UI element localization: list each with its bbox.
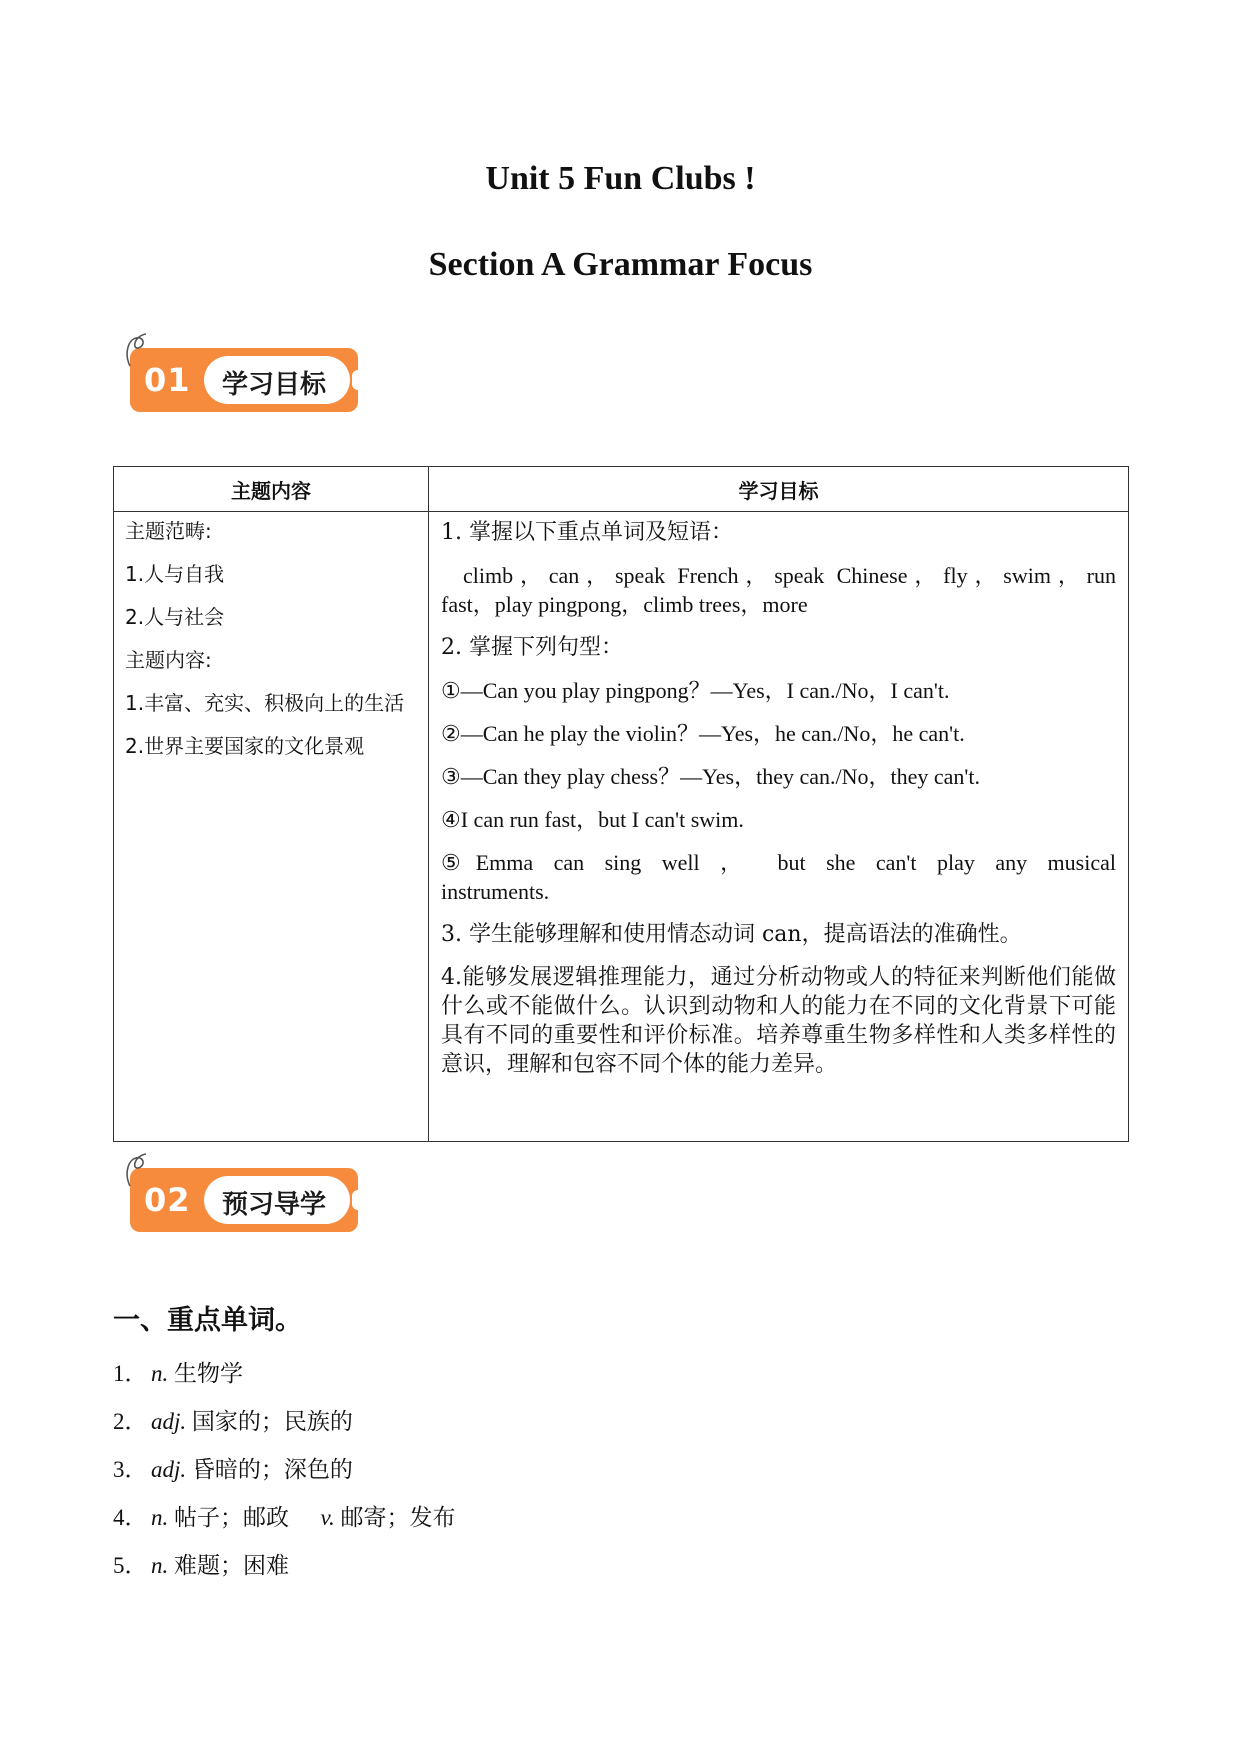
- table-row: [114, 512, 1129, 1142]
- badge-number: 01: [144, 361, 191, 399]
- sentence-pattern: ②—Can he play the violin？—Yes，he can./No，he can't.: [441, 721, 965, 746]
- vocab-meaning: 国家的；民族的: [191, 1409, 353, 1435]
- vocab-list: [113, 1358, 456, 1598]
- sentence-pattern: ③—Can they play chess？—Yes，they can./No，they can't.: [441, 764, 980, 789]
- section-badge-preview: [122, 1146, 362, 1236]
- ribbon-curl-icon: [122, 326, 162, 370]
- table-header-row: [114, 467, 1129, 512]
- badge-label: 学习目标: [222, 370, 327, 400]
- vocab-number: 2．: [113, 1409, 148, 1434]
- part-of-speech: adj.: [151, 1409, 187, 1434]
- vocab-heading: 一、重点单词。: [113, 1305, 302, 1336]
- header-topic: 主题内容: [114, 467, 429, 512]
- part-of-speech: adj.: [151, 1457, 187, 1482]
- badge-number: 02: [144, 1181, 191, 1219]
- part-of-speech: n.: [151, 1361, 169, 1386]
- vocab-item: [113, 1454, 456, 1502]
- part-of-speech: n.: [151, 1553, 169, 1578]
- vocab-item: [113, 1358, 456, 1406]
- vocab-meaning-secondary: 邮寄；发布: [340, 1505, 456, 1531]
- vocab-number: 5．: [113, 1553, 148, 1578]
- goals-cell: [429, 512, 1129, 1142]
- theme-item: 1.人与自我: [125, 562, 225, 586]
- goal-point-3: 3. 学生能够理解和使用情态动词 can，提高语法的准确性。: [441, 922, 1022, 947]
- theme-heading: 主题范畴:: [125, 519, 212, 543]
- ribbon-curl-icon: [122, 1146, 162, 1190]
- content-item: 1.丰富、充实、积极向上的生活: [125, 691, 405, 715]
- badge-pill: [204, 1176, 350, 1224]
- goal-point-2: 2. 掌握下列句型：: [441, 635, 623, 660]
- goal-point-4: 4.能够发展逻辑推理能力，通过分析动物或人的特征来判断他们能做什么或不能做什么。认识到动物和人的能力在不同的文化背景下可能具有不同的重要性和评价标准。培养尊重生物多样性和人类多样性的意识，理解和包容不同个体的能力差异。: [441, 965, 1116, 1077]
- part-of-speech: n.: [151, 1505, 169, 1530]
- sentence-pattern: ④I can run fast，but I can't swim.: [441, 807, 744, 832]
- badge-pill: [204, 356, 350, 404]
- theme-item: 2.人与社会: [125, 605, 225, 629]
- key-words-line: climb，can，speak French，speak Chinese，fly，swim，run: [463, 563, 1116, 588]
- content-item: 2.世界主要国家的文化景观: [125, 734, 365, 758]
- vocab-number: 4．: [113, 1505, 148, 1530]
- vocab-item: [113, 1502, 456, 1550]
- sentence-pattern: ①—Can you play pingpong？—Yes，I can./No，I can't.: [441, 678, 950, 703]
- vocab-meaning: 生物学: [174, 1361, 243, 1387]
- badge-body: [130, 348, 358, 412]
- vocab-item: [113, 1406, 456, 1454]
- topic-cell: [114, 512, 429, 1142]
- sentence-pattern: ⑤Emma can sing well ， but she can't play any musical: [441, 850, 1116, 875]
- vocab-number: 3．: [113, 1457, 148, 1482]
- badge-notch: [352, 1190, 364, 1210]
- goal-point-1: 1. 掌握以下重点单词及短语：: [441, 520, 733, 545]
- vocab-meaning: 难题；困难: [174, 1553, 289, 1579]
- page-title: Unit 5 Fun Clubs !: [485, 160, 756, 197]
- content-heading: 主题内容:: [125, 648, 212, 672]
- key-words-line: fast，play pingpong，climb trees，more: [441, 592, 808, 617]
- objectives-table: [113, 466, 1129, 1142]
- vocab-item: [113, 1550, 456, 1598]
- badge-label: 预习导学: [222, 1190, 327, 1220]
- badge-notch: [352, 370, 364, 390]
- vocab-number: 1．: [113, 1361, 148, 1386]
- vocab-meaning: 帖子；邮政: [174, 1505, 289, 1531]
- part-of-speech-secondary: v.: [320, 1505, 335, 1530]
- sentence-pattern-continued: instruments.: [441, 879, 550, 904]
- badge-body: [130, 1168, 358, 1232]
- vocab-meaning: 昏暗的；深色的: [191, 1457, 353, 1483]
- section-badge-objectives: [122, 326, 362, 416]
- page-subtitle: Section A Grammar Focus: [428, 246, 813, 283]
- header-goals: 学习目标: [429, 467, 1129, 512]
